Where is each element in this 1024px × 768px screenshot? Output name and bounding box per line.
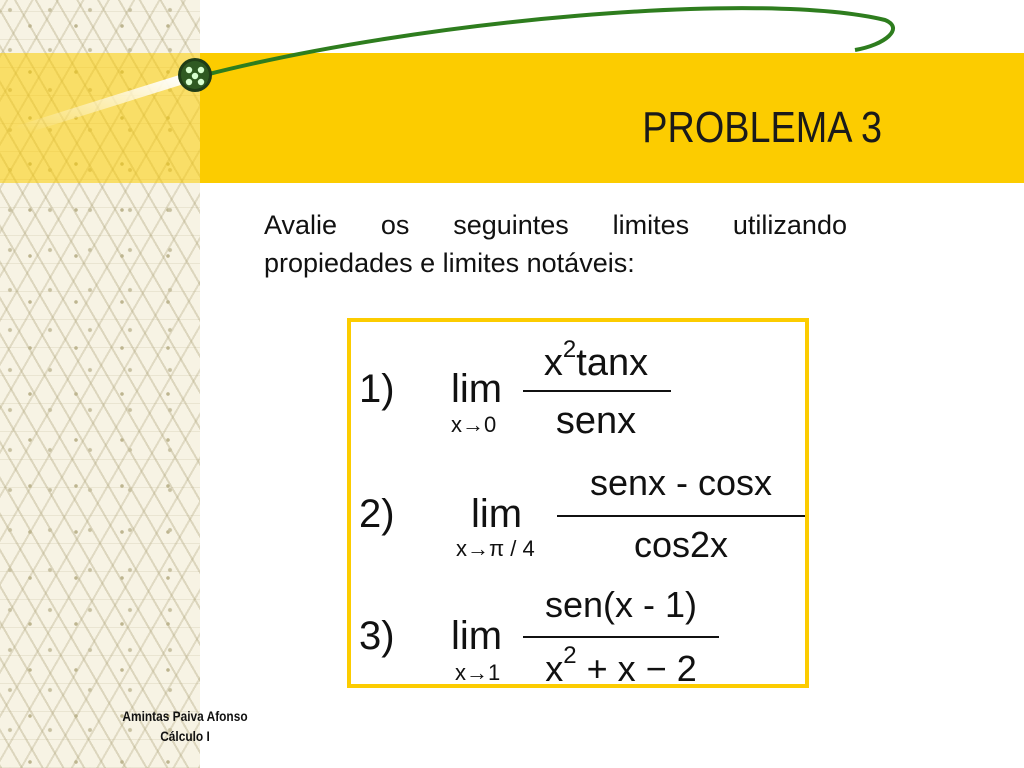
atom-icon: [178, 58, 212, 92]
orbit-decoration: [0, 0, 1024, 200]
lim-subscript: x→0: [451, 412, 497, 437]
problem-number: 2): [359, 492, 395, 536]
numerator-exponent: 2: [562, 336, 577, 363]
footer-course: Cálculo I: [160, 728, 210, 744]
denominator-rest: + x − 2: [576, 648, 697, 689]
instruction-line-2: propiedades e limites notáveis:: [264, 248, 635, 278]
footer-author: Amintas Paiva Afonso: [122, 708, 248, 724]
problem-2: [351, 452, 805, 572]
instruction-text: [264, 206, 847, 282]
fraction-bar: [523, 390, 671, 392]
problem-1: [351, 322, 805, 452]
slide-title: PROBLEMA 3: [642, 103, 882, 152]
lim-subscript: x→1: [455, 660, 501, 685]
numerator: sen(x - 1): [544, 584, 698, 625]
problems-box: [347, 318, 809, 688]
numerator: senx - cosx: [589, 462, 773, 503]
fraction-bar: [523, 636, 719, 638]
denominator-base: x: [545, 648, 564, 689]
problem-3: [351, 572, 805, 688]
fraction-bar: [557, 515, 805, 517]
denominator: cos2x: [633, 524, 729, 565]
numerator: [521, 336, 671, 385]
problem-number: 3): [359, 614, 395, 658]
problem-number: 1): [359, 367, 395, 411]
lim-label: lim: [471, 492, 523, 536]
numerator-rest: tanx: [576, 342, 649, 384]
comet-tail: [20, 80, 180, 130]
orbit-line: [205, 8, 893, 75]
denominator: senx: [555, 400, 637, 442]
lim-subscript: x→π / 4: [456, 536, 535, 561]
lim-label: lim: [451, 367, 503, 411]
lim-label: lim: [451, 614, 503, 658]
denominator: [521, 642, 721, 690]
instruction-line-1: Avalie os seguintes limites utilizando: [264, 210, 847, 240]
numerator-base: x: [543, 342, 563, 384]
denominator-exponent: 2: [563, 642, 577, 669]
